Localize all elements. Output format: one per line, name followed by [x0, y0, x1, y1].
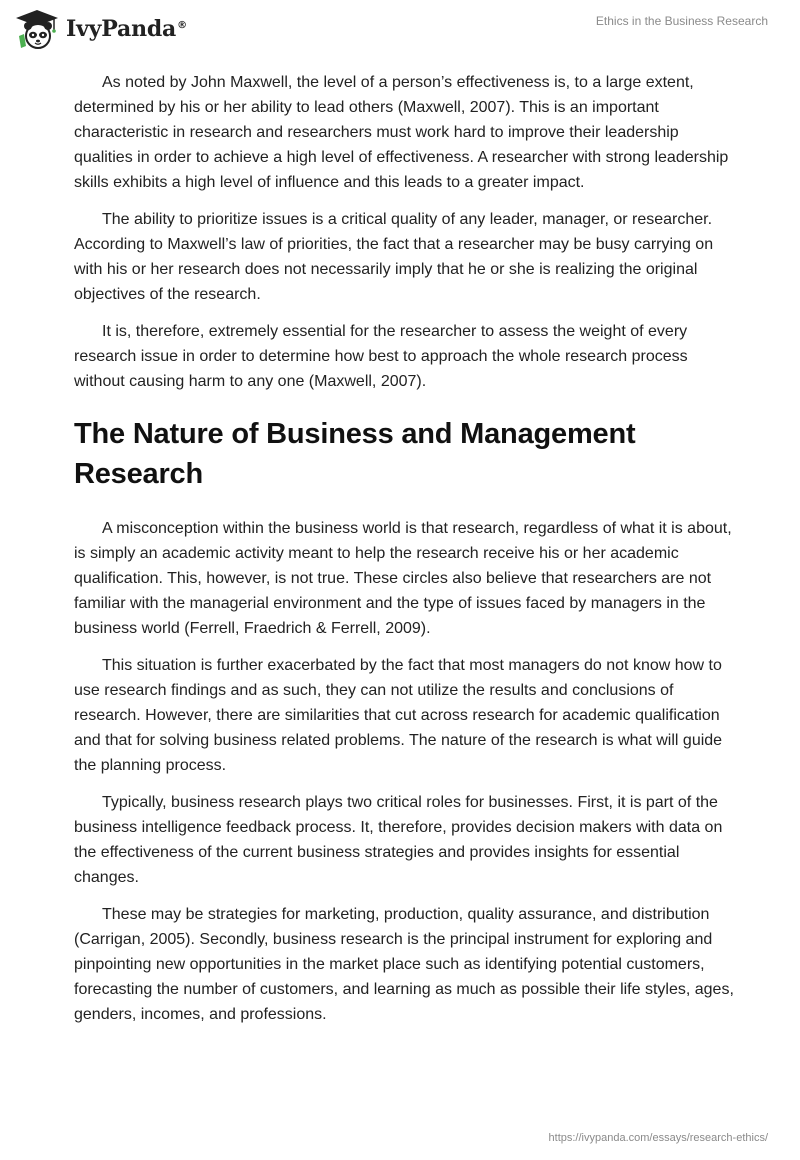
- registered-mark: ®: [177, 19, 187, 31]
- paragraph: As noted by John Maxwell, the level of a person’s effectiveness is, to a large extent, determined by his or her ability to lead others (Maxwell, 2007). This is an important characteristic in research and researchers must work hard to improve their leadership qualities in order to achieve a high level of effectiveness. A researcher with strong leadership skills exhibits a high level of influence and this leads to a greater impact.: [74, 74, 729, 191]
- source-url[interactable]: https://ivypanda.com/essays/research-ethics/: [548, 1132, 768, 1144]
- paragraph: The ability to prioritize issues is a critical quality of any leader, manager, or researcher. According to Maxwell’s law of priorities, the fact that a researcher may be busy carrying on with his or her research does not necessarily imply that he or she is realizing the original objectives of the research.: [74, 211, 714, 303]
- paragraph: A misconception within the business world is that research, regardless of what it is about, is simply an academic activity meant to help the research receive his or her academic qualification. This, however, is not true. These circles also believe that researchers are not familiar with the managerial environment and the type of issues faced by managers in the business world (Ferrell, Fraedrich & Ferrell, 2009).: [74, 520, 732, 637]
- page-header: [0, 0, 800, 60]
- essay-content: [74, 70, 734, 1039]
- paragraph: These may be strategies for marketing, production, quality assurance, and distribution (Carrigan, 2005). Secondly, business research is the principal instrument for exploring and pinpointing new opportunities in the market place such as identifying potential customers, forecasting the number of customers, and learning as much as possible their life styles, ages, genders, incomes, and professions.: [74, 906, 734, 1023]
- panda-graduate-icon: [14, 8, 60, 50]
- paragraph: It is, therefore, extremely essential for the researcher to assess the weight of every research issue in order to determine how best to approach the whole research process without causing harm to any one (Maxwell, 2007).: [74, 323, 688, 390]
- paragraph: Typically, business research plays two critical roles for businesses. First, it is part of the business intelligence feedback process. It, therefore, provides decision makers with data on the effectiveness of the current business strategies and provides insights for essential changes.: [74, 794, 723, 886]
- brand-name: IvyPanda®: [66, 16, 187, 42]
- paragraph: This situation is further exacerbated by the fact that most managers do not know how to use research findings and as such, they can not utilize the results and conclusions of research. However, there are similarities that cut across research for academic qualification and that for solving business related problems. The nature of the research is what will guide the planning process.: [74, 657, 723, 774]
- section-heading: The Nature of Business and Management Research: [74, 418, 636, 490]
- document-title: Ethics in the Business Research: [595, 14, 768, 28]
- brand-logo[interactable]: [14, 8, 187, 50]
